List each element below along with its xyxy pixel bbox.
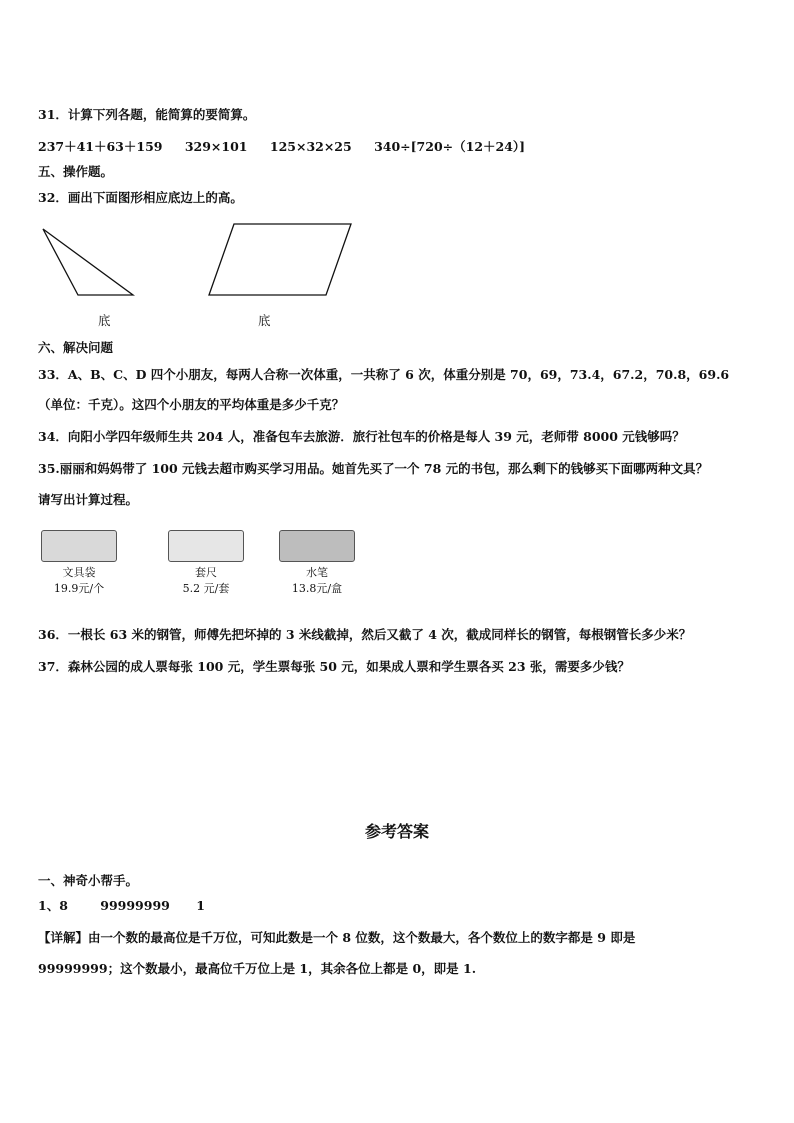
q32-text: 32．画出下面图形相应底边上的高。 (38, 190, 243, 205)
item-name: 文具袋 (62, 566, 96, 579)
section-1-heading: 一、神奇小帮手。 (38, 873, 139, 888)
pencil-case-icon (41, 530, 117, 562)
q33-line1: 33．A、B、C、D 四个小朋友，每两人合称一次体重，一共称了 6 次，体重分别是 70，69，73.4，67.2，70.8，69.6 (38, 367, 730, 382)
section-5-heading: 五、操作题。 (38, 164, 114, 179)
expr-4: 340÷[720÷（12＋24）] (374, 139, 526, 154)
item-price: 13.8元/盒 (291, 582, 343, 595)
item-card-ruler-set (166, 530, 246, 596)
item-name: 套尺 (195, 566, 217, 579)
q37-text: 37．森林公园的成人票每张 100 元，学生票每张 50 元，如果成人票和学生票各买 23 张，需要多少钱？ (38, 659, 630, 674)
expr-2: 329×101 (184, 139, 248, 154)
pen-box-icon (279, 530, 355, 562)
item-card-pencil-case (39, 530, 119, 596)
section-6-heading: 六、解决问题 (38, 340, 114, 355)
q36-text: 36．一根长 63 米的钢管，师傅先把坏掉的 3 米线截掉，然后又截了 4 次，截成同样长的钢管，每根钢管长多少米？ (38, 627, 692, 642)
parallelogram-base-label: 底 (258, 313, 271, 328)
detail-line2: 99999999；这个数最小，最高位千万位上是 1，其余各位上都是 0，即是 1. (38, 961, 477, 976)
answer-min: 1 (196, 898, 205, 913)
answer-max: 99999999 (100, 898, 170, 913)
q35-line1: 35.丽丽和妈妈带了 100 元钱去超市购买学习用品。她首先买了一个 78 元的书包，那么剩下的钱够买下面哪两种文具？ (38, 461, 709, 476)
expr-3: 125×32×25 (269, 139, 352, 154)
q31-exprs (38, 137, 525, 155)
triangle-base-label: 底 (98, 313, 111, 328)
detail-tag: 【详解】 (38, 930, 89, 945)
q35-line2: 请写出计算过程。 (38, 492, 139, 507)
ruler-set-icon (168, 530, 244, 562)
triangle-figure (40, 225, 140, 300)
item-price: 5.2 元/套 (182, 582, 230, 595)
answer-1 (38, 896, 205, 914)
answer-title: 参考答案 (364, 822, 429, 841)
item-price: 19.9元/个 (53, 582, 105, 595)
parallelogram-figure (205, 220, 355, 300)
item-card-pens (277, 530, 357, 596)
q34-text: 34．向阳小学四年级师生共 204 人，准备包车去旅游．旅行社包车的价格是每人 39 元，老师带 8000 元钱够吗？ (38, 429, 685, 444)
answer-number: 1、8 (38, 898, 68, 913)
q31-text: 31．计算下列各题，能简算的要简算。 (38, 107, 256, 122)
expr-1: 237＋41＋63＋159 (38, 139, 163, 154)
detail-text: 由一个数的最高位是千万位，可知此数是一个 8 位数，这个数最大，各个数位上的数字都是 9 即是 (88, 930, 636, 945)
detail-line1 (38, 928, 635, 946)
item-name: 水笔 (306, 566, 328, 579)
q33-line2: （单位：千克）。这四个小朋友的平均体重是多少千克？ (38, 397, 345, 412)
